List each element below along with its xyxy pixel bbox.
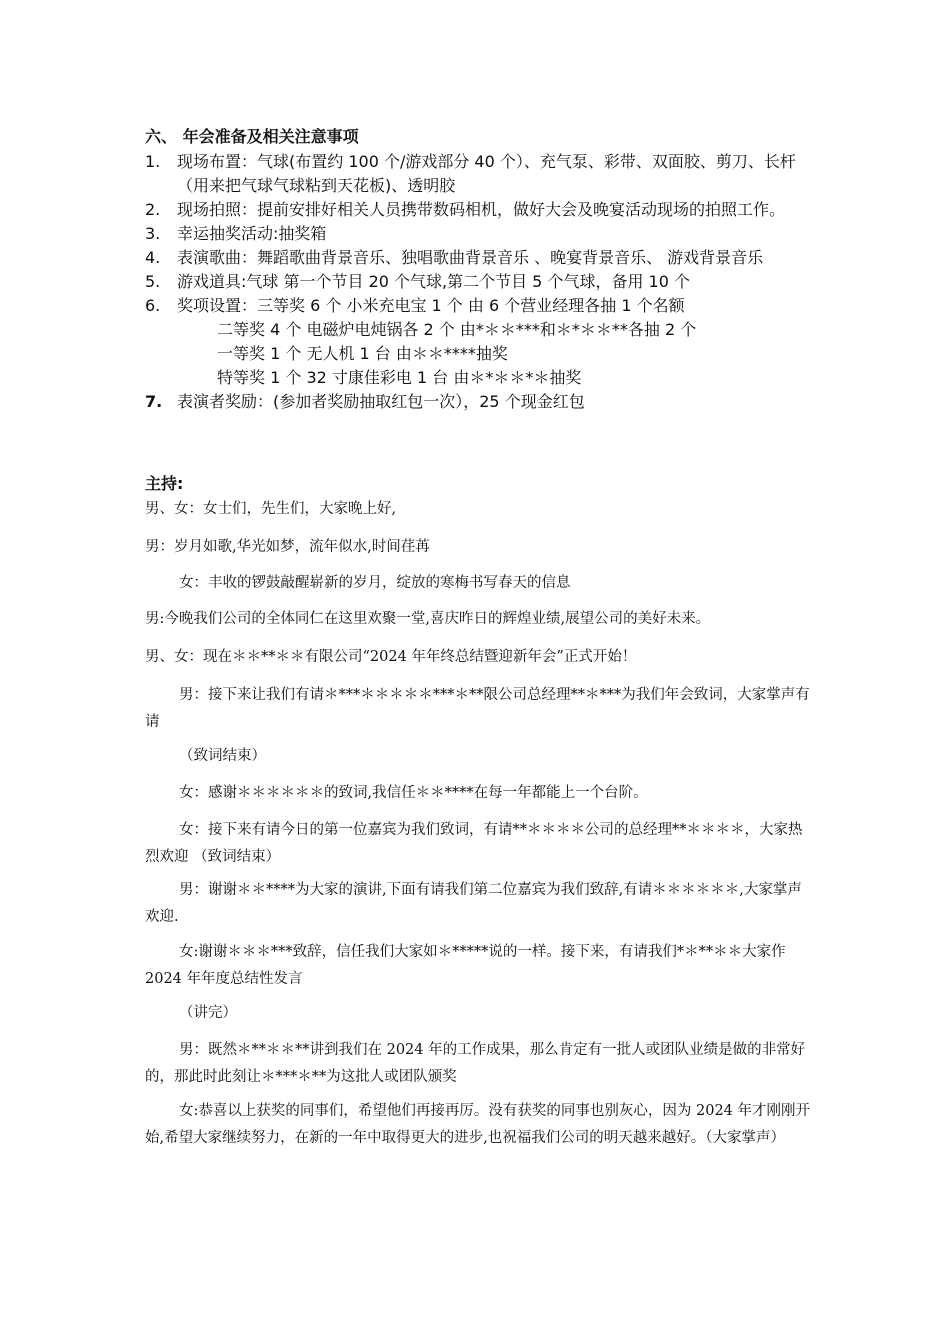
award-grand-prize: 特等奖 1 个 32 寸康佳彩电 1 台 由＊*＊＊*＊抽奖 (217, 368, 582, 387)
section-title: 六、 年会准备及相关注意事项 (145, 127, 359, 146)
script-line: 男：接下来让我们有请＊***＊＊＊＊＊***＊**限公司总经理**＊***为我们年会致词，大家掌声有请 (145, 687, 810, 730)
list-item-text: 幸运抽奖活动:抽奖箱 (177, 224, 327, 243)
script-line: 女：感谢＊＊＊＊＊＊的致词,我信任＊＊****在每一年都能上一个台阶。 (179, 785, 648, 801)
list-item-text: 游戏道具:气球 第一个节目 20 个气球,第二个节目 5 个气球，备用 10 个 (177, 272, 690, 291)
script-line: 男、女：女士们，先生们，大家晚上好, (145, 501, 397, 517)
list-item (145, 222, 825, 246)
host-label: 主持: (145, 474, 184, 493)
list-item-awards (145, 294, 825, 390)
script-line: 男：岁月如歌,华光如梦，流年似水,时间荏苒 (145, 539, 430, 555)
list-item (145, 270, 825, 294)
award-first-prize: 一等奖 1 个 无人机 1 台 由＊＊****抽奖 (217, 344, 508, 363)
list-item-text: 现场拍照：提前安排好相关人员携带数码相机，做好大会及晚宴活动现场的拍照工作。 (177, 200, 786, 219)
list-item-number: 4. (145, 248, 161, 267)
list-item (145, 246, 825, 270)
list-item-number: 7. (145, 392, 163, 411)
list-item-number: 5. (145, 272, 161, 291)
list-item (145, 150, 825, 198)
script-line: 女:谢谢＊＊＊***致辞，信任我们大家如＊*****说的一样。接下来，有请我们*＊**＊＊大家作 2024 年年度总结性发言 (145, 944, 786, 987)
awards-block (177, 294, 825, 390)
script-line: 男、女：现在＊＊**＊＊有限公司“2024 年年终总结暨迎新年会”正式开始！ (145, 649, 637, 665)
preparation-list (145, 150, 825, 414)
list-item-number: 2. (145, 200, 161, 219)
award-second-prize: 二等奖 4 个 电磁炉电炖锅各 2 个 由*＊＊***和＊*＊＊**各抽 2 个 (217, 320, 697, 339)
script-line: （致词结束） (179, 748, 266, 764)
script-line: 女：丰收的锣鼓敲醒崭新的岁月，绽放的寒梅书写春天的信息 (179, 575, 571, 591)
list-item-text: 现场布置：气球(布置约 100 个/游戏部分 40 个）、充气泵、彩带、双面胶、剪刀、长杆（用来把气球气球粘到天花板)、透明胶 (177, 152, 796, 195)
list-item-number: 3. (145, 224, 161, 243)
script-line: 男：谢谢＊＊****为大家的演讲,下面有请我们第二位嘉宾为我们致辞,有请＊＊＊＊＊＊,大家掌声欢迎. (145, 882, 802, 925)
script-line: （讲完） (179, 1005, 237, 1021)
list-item (145, 390, 825, 414)
list-item-text: 表演歌曲：舞蹈歌曲背景音乐、独唱歌曲背景音乐 、晚宴背景音乐、 游戏背景音乐 (177, 248, 764, 267)
list-item-number: 6. (145, 296, 161, 315)
script-line: 男:今晚我们公司的全体同仁在这里欢聚一堂,喜庆昨日的辉煌业绩,展望公司的美好未来。 (145, 611, 711, 627)
list-item-number: 1. (145, 152, 161, 171)
award-third-prize: 奖项设置：三等奖 6 个 小米充电宝 1 个 由 6 个营业经理各抽 1 个名额 (177, 296, 685, 315)
script-line: 女：接下来有请今日的第一位嘉宾为我们致词，有请**＊＊＊＊公司的总经理**＊＊＊＊，大家热烈欢迎 （致词结束） (145, 822, 803, 865)
list-item-text: 表演者奖励：(参加者奖励抽取红包一次），25 个现金红包 (177, 392, 585, 411)
script-line: 女:恭喜以上获奖的同事们，希望他们再接再厉。没有获奖的同事也别灰心，因为 2024 年才刚刚开始,希望大家继续努力，在新的一年中取得更大的进步,也祝福我们公司的明天越来越好。（大家掌声） (145, 1103, 811, 1146)
list-item (145, 198, 825, 222)
script-line: 男：既然＊**＊＊**讲到我们在 2024 年的工作成果，那么肯定有一批人或团队业绩是做的非常好的，那此时此刻让＊***＊**为这批人或团队颁奖 (145, 1042, 806, 1085)
